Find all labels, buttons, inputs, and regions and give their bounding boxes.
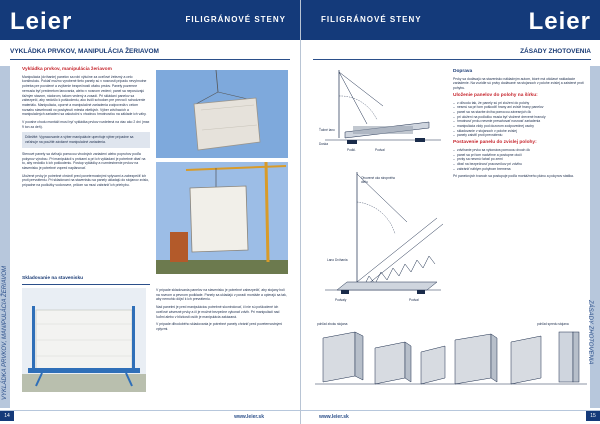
transport-text: Prvky sa dodávajú na stavenisko nákladným autom, ktoré má otáčavé nakladacie zariadenie. Na vozidle sú prvky dodávané na stojanoch v polohe zvislej a zaistené proti pohybu. <box>453 76 584 91</box>
site-url-right[interactable]: www.leier.sk <box>319 414 349 420</box>
side-text-left: VYKLÁDKA PRVKOV, MANIPULÁCIA ŽERIAVOM <box>2 265 8 400</box>
label-opening: Otvorené oko stropného dielu <box>361 176 396 184</box>
list-item: – dbať na bezpečnosť pracovníkov pri zdvihu <box>453 162 587 167</box>
vertical-note: Pri panelových tvaroch sa postupuje podľa montážneho plánu a pokynov statika. <box>453 174 574 179</box>
left-lower-text <box>156 288 288 335</box>
list-item: – zdvíhanie prvku sa vykonáva pomocou dvoch ôk <box>453 148 587 153</box>
photo-crane-tower <box>156 162 288 274</box>
section-bar-left <box>10 48 290 60</box>
list-item: – nesmú sa pri tom poškodiť hrany ani zvislé hrany panelov <box>453 105 587 110</box>
list-item: – skladovanie v stojanoch v polohe zvislej <box>453 129 587 134</box>
crane-tower-illustration <box>156 162 288 274</box>
list-item: – panel sa na stavbe dvíha pomocou závesných ôk <box>453 110 587 115</box>
list-item: – z dôvodu tak, že panely sú pri zložení do polohy <box>453 101 587 106</box>
heading-unloading: Vykládka prvkov, manipulácia žeriavom <box>22 67 112 72</box>
section-title-right: ZÁSADY ZHOTOVENIA <box>520 48 591 55</box>
left-text-column <box>22 68 150 191</box>
detail-label-left: pohľad zboku stojana <box>317 322 348 326</box>
label-support: Podkl. <box>347 148 356 152</box>
horizontal-list <box>453 101 587 139</box>
list-item: – prvky sa nesmú ťahať po zemi <box>453 157 587 162</box>
lifting-upright-drawing <box>317 66 447 158</box>
vertical-list <box>453 148 587 172</box>
photo-storage-rack <box>22 288 146 392</box>
label-floor: Doska <box>319 142 329 146</box>
paragraph-1: Manipulácia (dvíhanie) panelov sa robí výlučne za oceľové železný a celo konštrukciu. Pokiaľ možno vyrobené tieto panely sú v nosnosti prípadu nevyhnutne potreba pre povolené a zvýšenie bezpečnosti väzbu prstov. Panely pozemne nemusia byť predmetom lanovania, alebo v nosnom vedení; panel sa neposúvajú ťažným stavom, nádorom, takom vedený a zosadí. Pri skládaní panelov sa zabezpečí, aby nedošlo k poškodeniu, ako kvôli schodom pre prevod i schodzenie materiálu. Manipulácia, oporné a manipulačné zariadenia zodpovedá v celom rozsahu stavebnosti vo poskytnutí miesta všetkých. Výber zdvíhacích a manipulačných zariadení sa uskutoční s vhodnou hmotnosťou na základe ich váhy. <box>22 74 147 117</box>
paragraph-4: Uložené prvky je potrebné chrániť pred poveternostnými vplyvami a zabezpečiť ich proti prevráteniu. Pri skladovaní na stavenisku sa panely ukladajú do stojanov zvislo, prípadne na podložky vodorovne, pričom sa musí zabrániť ich priehybu. <box>22 173 150 188</box>
side-text-right: ZÁSADY ZHOTOVENIA <box>587 300 593 365</box>
paragraph-5: V prípade skladovania panelov na stavenisku je potrebné zabezpečiť, aby stojany boli na rovnom a pevnom podklade. Panely sa ukladajú v poradí montáže a opierajú sa tak, aby nemohlo dôjsť k ich prevráteniu. <box>156 288 287 302</box>
list-item: – pri uložení na podložku musia byť vložené drevené hranoly <box>453 115 587 120</box>
right-page <box>300 0 600 424</box>
site-url-left[interactable]: www.leier.sk <box>234 414 264 420</box>
label-truss: Lano Dvíhania <box>327 258 348 262</box>
note-box <box>22 132 150 147</box>
yard-caption: Skladovanie na stavenisku <box>22 276 84 281</box>
band-title-left: FILIGRÁNOVÉ STENY <box>185 15 286 24</box>
photo-crane-lifting <box>156 70 288 158</box>
page-number-left: 14 <box>0 411 14 421</box>
crane-lifting-illustration <box>156 70 288 158</box>
diagram-placing-panel <box>317 162 447 310</box>
paragraph-3: Stenové panely sa dvíhajú pomocou vhodných zariadení alebo popruhov podľa pokynov výrobcu. Pri manipulácii s prvkami a pri ich vykladaní je potrebné dbať na to, aby nedošlo k ich poškodeniu. Postup vykládky a rozmiestnenie prvkov na stavenisku je potrebné vopred naplánovať. <box>22 151 146 170</box>
heading-horizontal: Uloženie panelov do polohy na šírku: <box>453 92 538 98</box>
detail-drawings <box>315 328 587 388</box>
heading-vertical: Postavenie panelu do zvislej polohy: <box>453 140 537 146</box>
leier-logo-left: Leier <box>10 8 73 35</box>
diagram-lifting-upright <box>317 66 447 158</box>
storage-rack-illustration <box>22 288 146 392</box>
heading-transport: Doprava <box>453 69 473 74</box>
header-band-left <box>0 0 300 40</box>
list-item: – zabrániť náhlym pohybom bremena <box>453 167 587 172</box>
page-number-right: 15 <box>586 411 600 421</box>
band-title-right: FILIGRÁNOVÉ STENY <box>321 15 422 24</box>
paragraph-7: V prípade dlhodobého skladovania je potrebné panely chrániť pred poveternostnými vplyvmi. <box>156 322 283 331</box>
paragraph-6: Nad panelmi je pred manipuláciou potrebné skontrolovať, či nie sú poškodené ich oceľové závesné prvky a či je možné bezpečne vykonať zdvih. Pri manipulácii nad ľuďmi alebo v blízkosti osôb je manipulácia zakázaná. <box>156 305 280 319</box>
header-band-right <box>301 0 600 40</box>
detail-drawings-strip <box>315 328 587 388</box>
list-item: – panel sa pri tom nadvihne a postupne otočí <box>453 153 587 158</box>
list-item: – panely zaistiť proti prevráteniu <box>453 133 587 138</box>
placing-panel-drawing <box>317 162 447 310</box>
note-text: Dôležité: Vypracovanie a výber manipulácie upevňuje výber prípadne sa vzťahuje na použité záväzné manipulačné zariadenia. <box>25 135 134 145</box>
label-ground: Podvaly <box>335 298 347 302</box>
list-item: – hmotnosť prvku nesmie presahovať nosnosť zariadenia <box>453 119 587 124</box>
list-item: – manipulácia vždy pod dozorom zodpovednej osoby <box>453 124 587 129</box>
paragraph-2: V povahe chodu montáži musí byť vykládka prvkov rozdelená na viac ako 2 dní (max 9 ton za deň). <box>22 120 150 129</box>
section-bar-right <box>313 48 591 60</box>
detail-label-right: pohľad spredu stojana <box>537 322 569 326</box>
label-base: Podval <box>409 298 419 302</box>
label-crane: Ťažné lano <box>319 128 335 132</box>
label-anchor: Podval <box>375 148 385 152</box>
right-text-column <box>453 70 587 182</box>
leier-logo-right: Leier <box>528 8 591 35</box>
section-title-left: VYKLÁDKA PRVKOV, MANIPULÁCIA ŽERIAVOM <box>10 48 159 55</box>
yard-caption-bar <box>22 276 150 285</box>
